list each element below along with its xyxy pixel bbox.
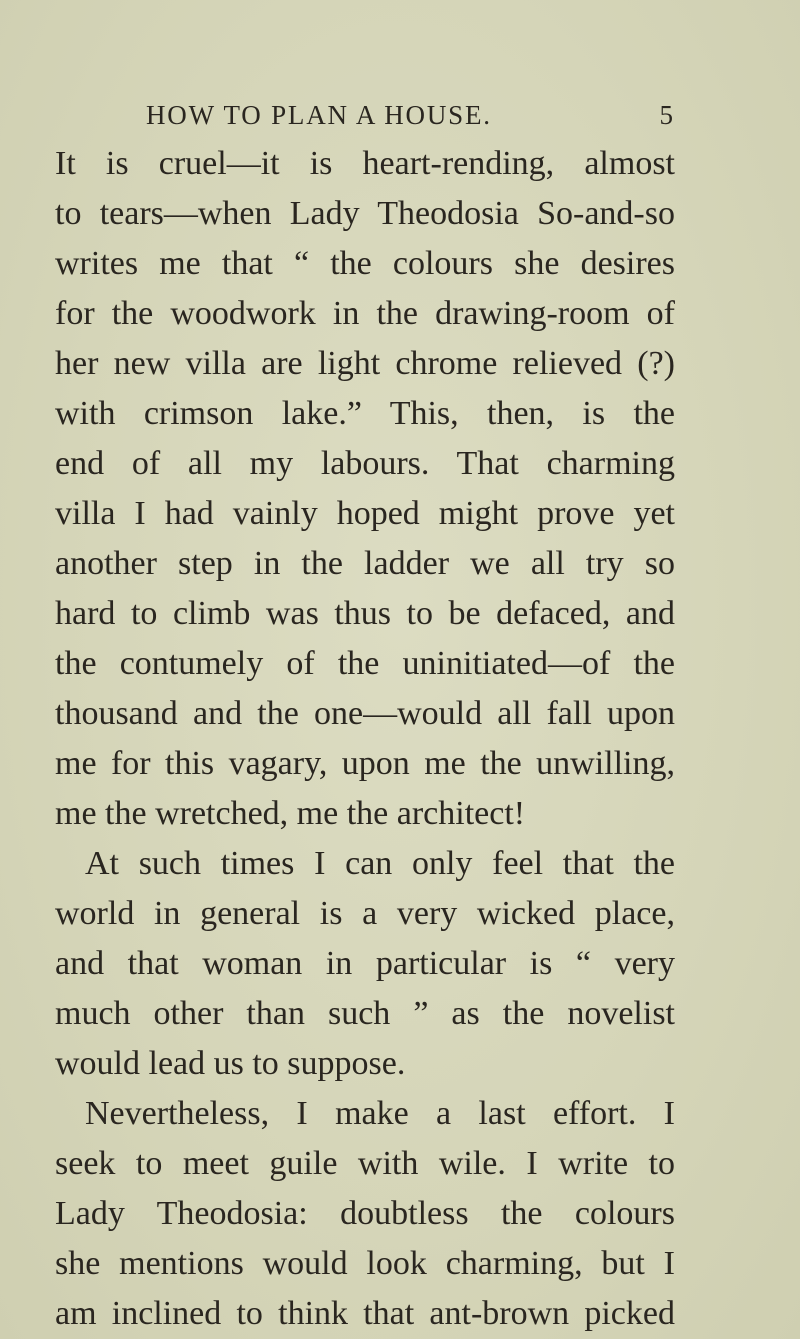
text-line: hard to climb was thus to be defaced, and bbox=[55, 595, 675, 632]
text-line: would lead us to suppose. bbox=[55, 1045, 406, 1082]
text-line: world in general is a very wicked place, bbox=[55, 895, 675, 932]
text-line: seek to meet guile with wile. I write to bbox=[55, 1145, 675, 1182]
text-line: end of all my labours. That charming bbox=[55, 445, 675, 482]
text-line: and that woman in particular is “ very bbox=[55, 945, 675, 982]
text-line: Lady Theodosia: doubtless the colours bbox=[55, 1195, 675, 1232]
text-line: another step in the ladder we all try so bbox=[55, 545, 675, 582]
text-line: to tears—when Lady Theodosia So-and-so bbox=[55, 195, 675, 232]
text-line: me the wretched, me the architect! bbox=[55, 795, 526, 832]
text-line: with crimson lake.” This, then, is the bbox=[55, 395, 675, 432]
text-line: am inclined to think that ant-brown picked bbox=[55, 1295, 675, 1332]
text-line: thousand and the one—would all fall upon bbox=[55, 695, 675, 732]
text-line: villa I had vainly hoped might prove yet bbox=[55, 495, 675, 532]
text-line: me for this vagary, upon me the unwilling, bbox=[55, 745, 675, 782]
text-line: Nevertheless, I make a last effort. I bbox=[85, 1095, 675, 1132]
text-line: she mentions would look charming, but I bbox=[55, 1245, 675, 1282]
text-line: for the woodwork in the drawing-room of bbox=[55, 295, 675, 332]
text-line: much other than such ” as the novelist bbox=[55, 995, 675, 1032]
text-line: the contumely of the uninitiated—of the bbox=[55, 645, 675, 682]
page-number: 5 bbox=[659, 100, 673, 130]
text-line: It is cruel—it is heart-rending, almost bbox=[55, 145, 675, 182]
text-line: her new villa are light chrome relieved (?) bbox=[55, 345, 675, 382]
text-line: writes me that “ the colours she desires bbox=[55, 245, 675, 282]
running-head bbox=[146, 100, 673, 140]
text-line: At such times I can only feel that the bbox=[85, 845, 675, 882]
running-title: HOW TO PLAN A HOUSE. bbox=[146, 100, 492, 130]
